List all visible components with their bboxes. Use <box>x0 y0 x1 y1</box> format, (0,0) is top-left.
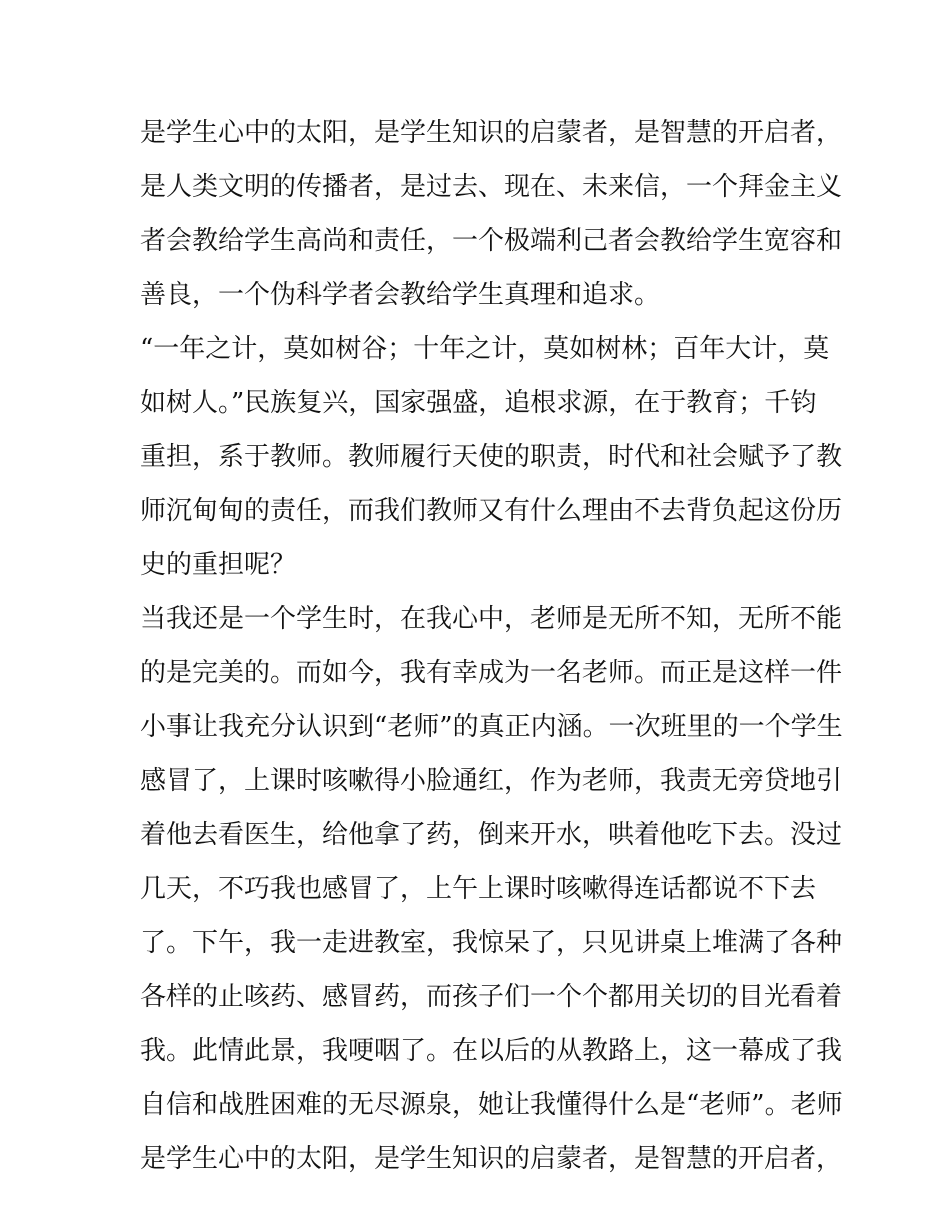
text-line: 小事让我充分认识到“老师”的真正内涵。一次班里的一个学生 <box>140 712 843 742</box>
document-body <box>140 106 843 1186</box>
text-line: 是人类文明的传播者，是过去、现在、未来信，一个拜金主义 <box>140 172 843 202</box>
text-line: 是学生心中的太阳，是学生知识的启蒙者，是智慧的开启者， <box>140 1144 843 1174</box>
text-line: 的是完美的。而如今，我有幸成为一名老师。而正是这样一件 <box>140 658 843 688</box>
text-line: 师沉甸甸的责任，而我们教师又有什么理由不去背负起这份历 <box>140 496 843 526</box>
text-line: 了。下午，我一走进教室，我惊呆了，只见讲桌上堆满了各种 <box>140 928 843 958</box>
text-line: 史的重担呢？ <box>140 550 297 580</box>
text-line: 重担，系于教师。教师履行天使的职责，时代和社会赋予了教 <box>140 442 843 472</box>
text-line: “一年之计，莫如树谷；十年之计，莫如树林；百年大计，莫 <box>140 334 830 364</box>
text-line: 是学生心中的太阳，是学生知识的启蒙者，是智慧的开启者， <box>140 118 843 148</box>
text-line: 我。此情此景，我哽咽了。在以后的从教路上，这一幕成了我 <box>140 1036 843 1066</box>
text-line: 感冒了，上课时咳嗽得小脸通红，作为老师，我责无旁贷地引 <box>140 766 843 796</box>
text-line: 者会教给学生高尚和责任，一个极端利己者会教给学生宽容和 <box>140 226 843 256</box>
text-line: 自信和战胜困难的无尽源泉，她让我懂得什么是“老师”。老师 <box>140 1090 843 1120</box>
text-line: 各样的止咳药、感冒药，而孩子们一个个都用关切的目光看着 <box>140 982 843 1012</box>
text-line: 如树人。”民族复兴，国家强盛，追根求源，在于教育；千钧 <box>140 388 817 418</box>
text-line: 着他去看医生，给他拿了药，倒来开水，哄着他吃下去。没过 <box>140 820 843 850</box>
text-line: 善良，一个伪科学者会教给学生真理和追求。 <box>140 280 661 310</box>
text-line: 当我还是一个学生时，在我心中，老师是无所不知，无所不能 <box>140 604 843 634</box>
text-line: 几天，不巧我也感冒了，上午上课时咳嗽得连话都说不下去 <box>140 874 817 904</box>
